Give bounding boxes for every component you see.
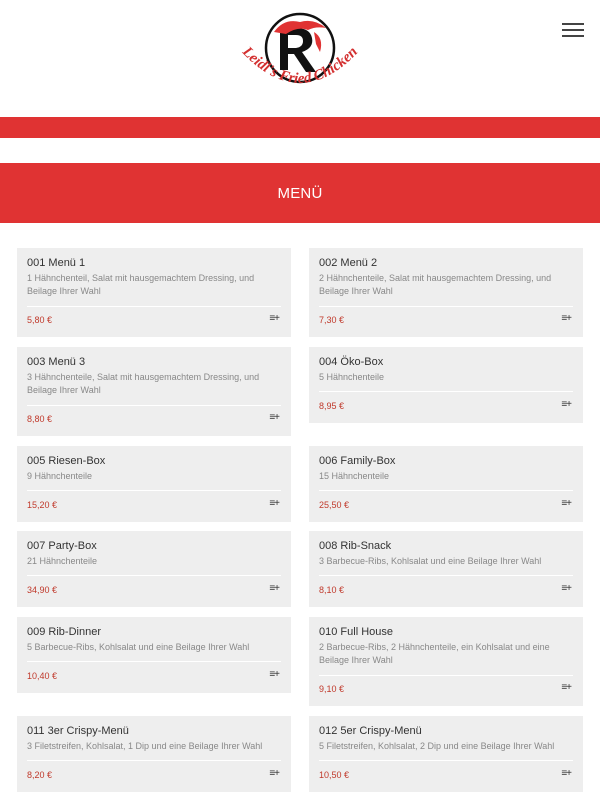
item-name: 004 Öko-Box — [319, 356, 384, 368]
item-price: 34,90 € — [27, 585, 58, 595]
add-to-cart-icon[interactable]: ≡+ — [269, 669, 279, 680]
brand-name: Leidl's Fried Chicken — [239, 43, 361, 88]
divider — [319, 490, 573, 491]
item-name: 009 Rib-Dinner — [27, 626, 101, 638]
menu-item-card[interactable] — [309, 248, 583, 337]
item-price: 9,10 € — [319, 684, 345, 694]
add-to-cart-icon[interactable]: ≡+ — [561, 682, 571, 693]
divider — [319, 575, 573, 576]
menu-item-card[interactable] — [17, 617, 291, 693]
menu-item-card[interactable] — [309, 446, 583, 522]
menu-item-card[interactable] — [309, 716, 583, 792]
divider — [319, 391, 573, 392]
divider — [319, 306, 573, 307]
item-name: 008 Rib-Snack — [319, 540, 392, 552]
header-accent-strip — [0, 117, 600, 138]
add-to-cart-icon[interactable]: ≡+ — [269, 498, 279, 509]
item-name: 001 Menü 1 — [27, 257, 86, 269]
add-to-cart-icon[interactable]: ≡+ — [561, 583, 571, 594]
item-name: 012 5er Crispy-Menü — [319, 725, 422, 737]
item-price: 10,50 € — [319, 770, 350, 780]
divider — [319, 675, 573, 676]
divider — [319, 760, 573, 761]
section-title: MENÜ — [277, 184, 323, 202]
item-description: 5 Filetstreifen, Kohlsalat, 2 Dip und eine Beilage Ihrer Wahl — [319, 741, 555, 751]
item-price: 8,80 € — [27, 414, 53, 424]
item-name: 002 Menü 2 — [319, 257, 378, 269]
add-to-cart-icon[interactable]: ≡+ — [269, 313, 279, 324]
item-name: 003 Menü 3 — [27, 356, 86, 368]
menu-item-card[interactable] — [309, 347, 583, 423]
add-to-cart-icon[interactable]: ≡+ — [561, 768, 571, 779]
item-description: 3 Hähnchenteile, Salat mit hausgemachtem Dressing, und Beilage Ihrer Wahl — [27, 372, 260, 395]
item-name: 010 Full House — [319, 626, 393, 638]
item-description: 15 Hähnchenteile — [319, 471, 390, 481]
item-description: 3 Barbecue-Ribs, Kohlsalat und eine Beilage Ihrer Wahl — [319, 556, 542, 566]
divider — [27, 575, 281, 576]
divider — [27, 306, 281, 307]
add-to-cart-icon[interactable]: ≡+ — [269, 412, 279, 423]
menu-item-card[interactable] — [309, 617, 583, 706]
add-to-cart-icon[interactable]: ≡+ — [561, 313, 571, 324]
item-price: 25,50 € — [319, 500, 350, 510]
item-price: 5,80 € — [27, 315, 53, 325]
menu-item-card[interactable] — [17, 531, 291, 607]
site-header — [0, 0, 600, 117]
add-to-cart-icon[interactable]: ≡+ — [561, 498, 571, 509]
item-price: 7,30 € — [319, 315, 345, 325]
add-to-cart-icon[interactable]: ≡+ — [269, 768, 279, 779]
item-price: 8,95 € — [319, 401, 345, 411]
menu-item-card[interactable] — [17, 716, 291, 792]
item-price: 15,20 € — [27, 500, 58, 510]
item-description: 2 Hähnchenteile, Salat mit hausgemachtem Dressing, und Beilage Ihrer Wahl — [319, 273, 552, 296]
hamburger-icon[interactable] — [562, 22, 584, 38]
divider — [27, 760, 281, 761]
item-price: 8,20 € — [27, 770, 53, 780]
item-description: 9 Hähnchenteile — [27, 471, 93, 481]
item-description: 3 Filetstreifen, Kohlsalat, 1 Dip und eine Beilage Ihrer Wahl — [27, 741, 263, 751]
divider — [27, 405, 281, 406]
add-to-cart-icon[interactable]: ≡+ — [269, 583, 279, 594]
menu-item-card[interactable] — [17, 347, 291, 436]
item-description: 2 Barbecue-Ribs, 2 Hähnchenteile, ein Kohlsalat und eine Beilage Ihrer Wahl — [319, 642, 550, 665]
item-name: 011 3er Crispy-Menü — [27, 725, 129, 737]
divider — [27, 490, 281, 491]
menu-item-card[interactable] — [17, 248, 291, 337]
item-description: 5 Hähnchenteile — [319, 372, 385, 382]
add-to-cart-icon[interactable]: ≡+ — [561, 399, 571, 410]
divider — [27, 661, 281, 662]
item-description: 5 Barbecue-Ribs, Kohlsalat und eine Beilage Ihrer Wahl — [27, 642, 250, 652]
item-name: 006 Family-Box — [319, 455, 396, 467]
item-description: 1 Hähnchenteil, Salat mit hausgemachtem Dressing, und Beilage Ihrer Wahl — [27, 273, 255, 296]
section-banner — [0, 163, 600, 223]
item-price: 8,10 € — [319, 585, 345, 595]
menu-item-card[interactable] — [309, 531, 583, 607]
menu-item-card[interactable] — [17, 446, 291, 522]
item-name: 007 Party-Box — [27, 540, 97, 552]
item-description: 21 Hähnchenteile — [27, 556, 98, 566]
item-price: 10,40 € — [27, 671, 58, 681]
item-name: 005 Riesen-Box — [27, 455, 106, 467]
brand-logo[interactable] — [228, 8, 372, 108]
